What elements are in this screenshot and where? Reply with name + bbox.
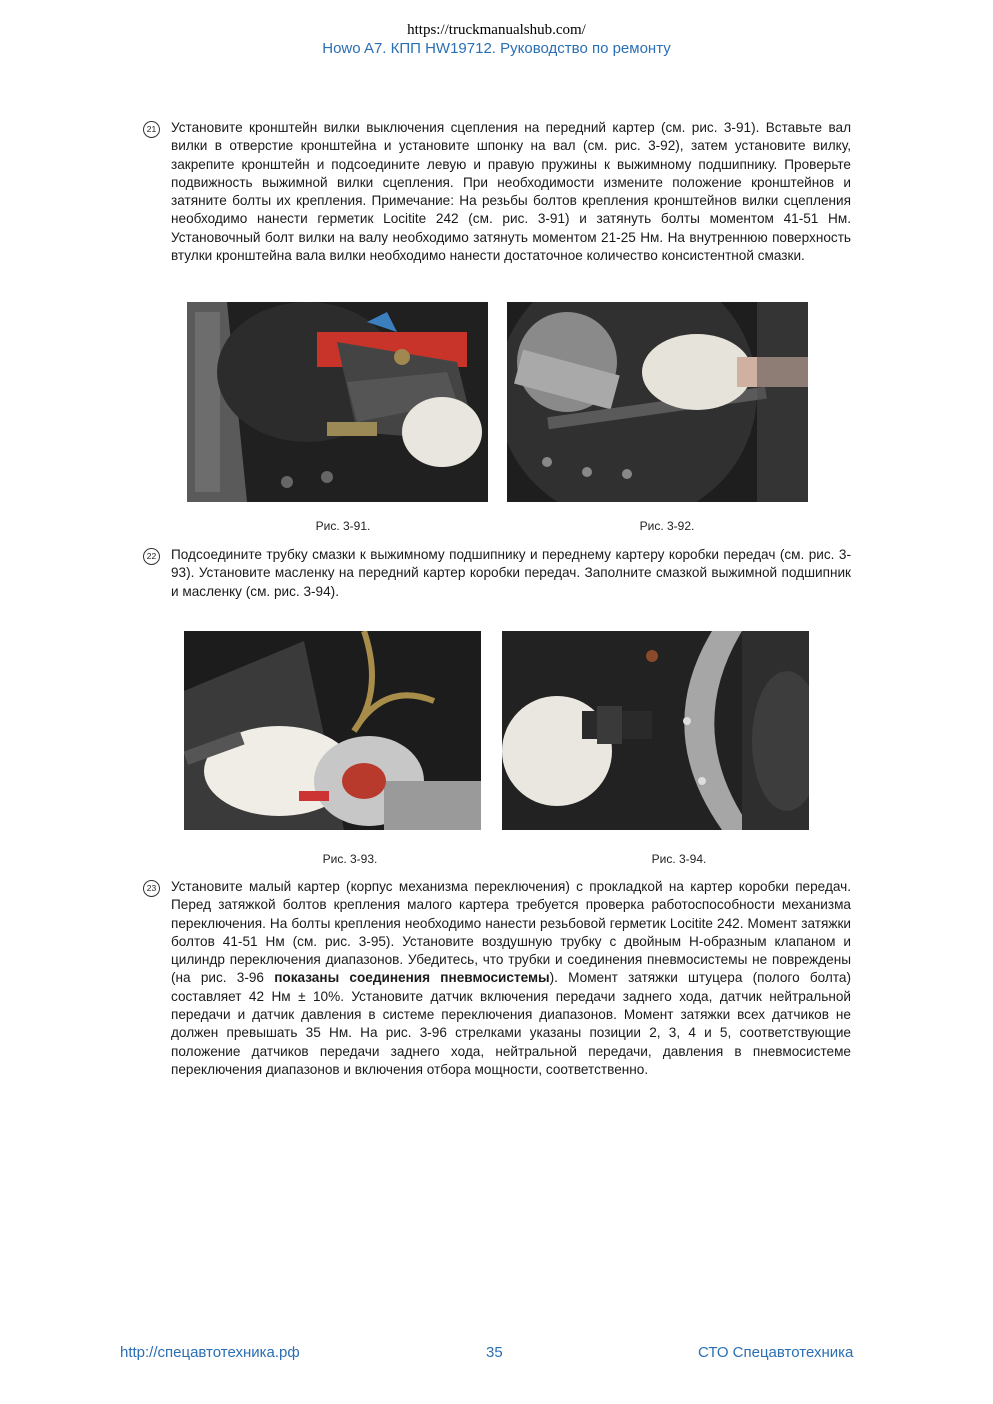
page-header-title: Howo A7. КПП HW19712. Руководство по ремонту (322, 40, 671, 57)
figure-3-92-photo (507, 302, 808, 502)
step-text (171, 878, 851, 1079)
step-number: 23 (143, 880, 160, 897)
step-number: 21 (143, 121, 160, 138)
figure-3-94-caption: Рис. 3-94. (651, 852, 707, 866)
step-text-bold: показаны соединения пневмосистемы (274, 970, 550, 986)
figure-3-94-photo (502, 631, 809, 830)
figure-3-93-photo (184, 631, 481, 830)
footer-company: СТО Спецавтотехника (698, 1344, 854, 1361)
step-number: 22 (143, 548, 160, 565)
step-23 (143, 878, 851, 1079)
step-text-part: ). Момент затяжки штуцера (полого болта) составляет 42 Нм ± 10%. Установите датчик включения передачи заднего хода, датчик нейтральной передачи и датчик давления в системе переключения диапазонов. Момент затяжки всех датчиков не должен превышать 35 Нм. На рис. 3-96 стрелками указаны позиции 2, 3, 4 и 5, соответствующие положение датчиков передачи заднего хода, нейтральной передачи, давления в пневмосистеме переключения диапазонов и включения отбора мощности, соответственно. (171, 970, 851, 1077)
footer-website-link[interactable]: http://спецавтотехника.рф (120, 1344, 300, 1361)
figure-3-93-caption: Рис. 3-93. (322, 852, 378, 866)
figure-3-91-caption: Рис. 3-91. (315, 519, 371, 533)
step-text: Подсоедините трубку смазки к выжимному подшипнику и переднему картеру коробки передач (см. рис. 3-93). Установите масленку на передний картер коробки передач. Заполните смазкой выжимной подшипник и масленку (см. рис. 3-94). (171, 547, 851, 599)
figure-3-91-photo (187, 302, 488, 502)
step-22 (143, 546, 851, 601)
source-url: https://truckmanualshub.com/ (407, 22, 586, 38)
step-text: Установите кронштейн вилки выключения сцепления на передний картер (см. рис. 3-91). Вставьте вал вилки в отверстие кронштейна и установите шпонку на вал (см. рис. 3-92), затем установите вилку, закрепите кронштейн и подсоедините левую и правую пружины к выжимному подшипнику. Проверьте подвижность выжимной вилки сцепления. При необходимости измените положение кронштейнов и затяните болты их крепления. Примечание: На резьбы болтов крепления кронштейнов вилки сцепления необходимо нанести герметик Locitite 242 (см. рис. 3-91) и затянуть болты моментом 41-51 Нм. Установочный болт вилки на валу необходимо затянуть моментом 21-25 Нм. На внутреннюю поверхность втулки кронштейна вала вилки необходимо нанести достаточное количество консистентной смазки. (171, 120, 851, 264)
step-21 (143, 119, 851, 265)
step-text-part: Установите малый картер (корпус механизма переключения) с прокладкой на картер коробки передач. Перед затяжкой болтов крепления малого картера требуется проверка работоспособности механизма переключения. На болты крепления необходимо нанести резьбовой герметик Locitite 242. Момент затяжки болтов 41-51 Нм (см. рис. 3-95). Установите воздушную трубку с двойным H-образным клапаном и цилиндр переключения диапазонов. Убедитесь, что трубки и соединения пневмосистемы не повреждены (на рис. 3-96 (171, 879, 851, 986)
figure-3-92-caption: Рис. 3-92. (639, 519, 695, 533)
page-number: 35 (486, 1344, 503, 1361)
